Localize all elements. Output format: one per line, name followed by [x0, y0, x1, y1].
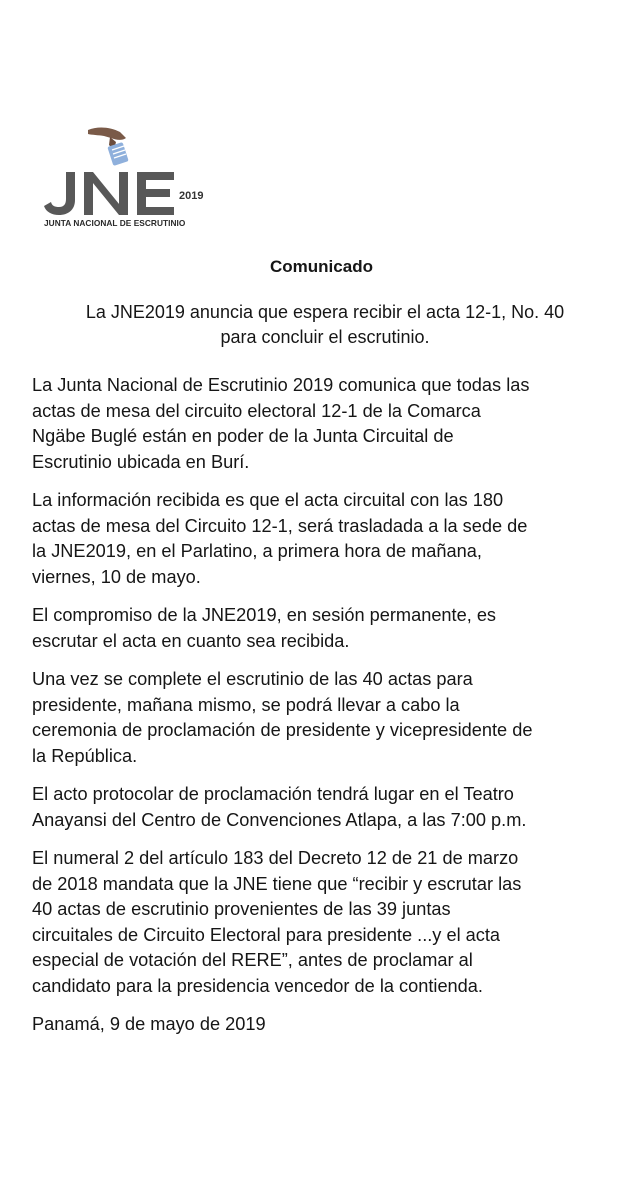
hand-icon: [88, 128, 126, 140]
paragraph: El compromiso de la JNE2019, en sesión permanente, es escrutar el acta en cuanto sea recibida.: [32, 605, 497, 651]
paragraph: La información recibida es que el acta circuital con las 180 actas de mesa del Circuito 12-1, será trasladada a la sede de la JNE2019, en el Parlatino, a primera hora de mañana, viernes, 10 de mayo.: [32, 490, 528, 587]
signature-date: Panamá, 9 de mayo de 2019: [32, 1014, 266, 1034]
communique-body: [32, 373, 624, 1051]
logo-caption: JUNTA NACIONAL DE ESCRUTINIO: [44, 218, 186, 228]
paragraph: Una vez se complete el escrutinio de las 40 actas para presidente, mañana mismo, se podrá llevar a cabo la ceremonia de proclamación de presidente y vicepresidente de la República.: [32, 669, 533, 766]
letter-e-shape: [137, 172, 174, 215]
subheading-text: La JNE2019 anuncia que espera recibir el acta 12-1, No. 40 para concluir el escrutinio.: [85, 302, 565, 347]
jne-logo-graphic: [40, 120, 220, 220]
paragraph: La Junta Nacional de Escrutinio 2019 comunica que todas las actas de mesa del circuito electoral 12-1 de la Comarca Ngäbe Buglé están en poder de la Junta Circuital de Escrutinio ubicada en Burí.: [32, 375, 530, 472]
paragraph: El acto protocolar de proclamación tendrá lugar en el Teatro Anayansi del Centro de Convenciones Atlapa, a las 7:00 p.m.: [32, 784, 527, 830]
page-title: Comunicado: [270, 257, 373, 276]
paragraph: El numeral 2 del artículo 183 del Decreto 12 de 21 de marzo de 2018 mandata que la JNE tiene que “recibir y escrutar las 40 actas de escrutinio provenientes de las 39 juntas circuitales de Circuito Electoral para presidente ...y el acta especial de votación del RERE”, antes de proclamar al candidato para la presidencia vencedor de la contienda.: [32, 848, 522, 996]
subheading: [30, 300, 620, 350]
letter-j-shape: [44, 172, 75, 215]
logo-year: 2019: [179, 190, 204, 202]
jne-logo: [40, 120, 220, 235]
letter-n-shape: [84, 172, 128, 215]
